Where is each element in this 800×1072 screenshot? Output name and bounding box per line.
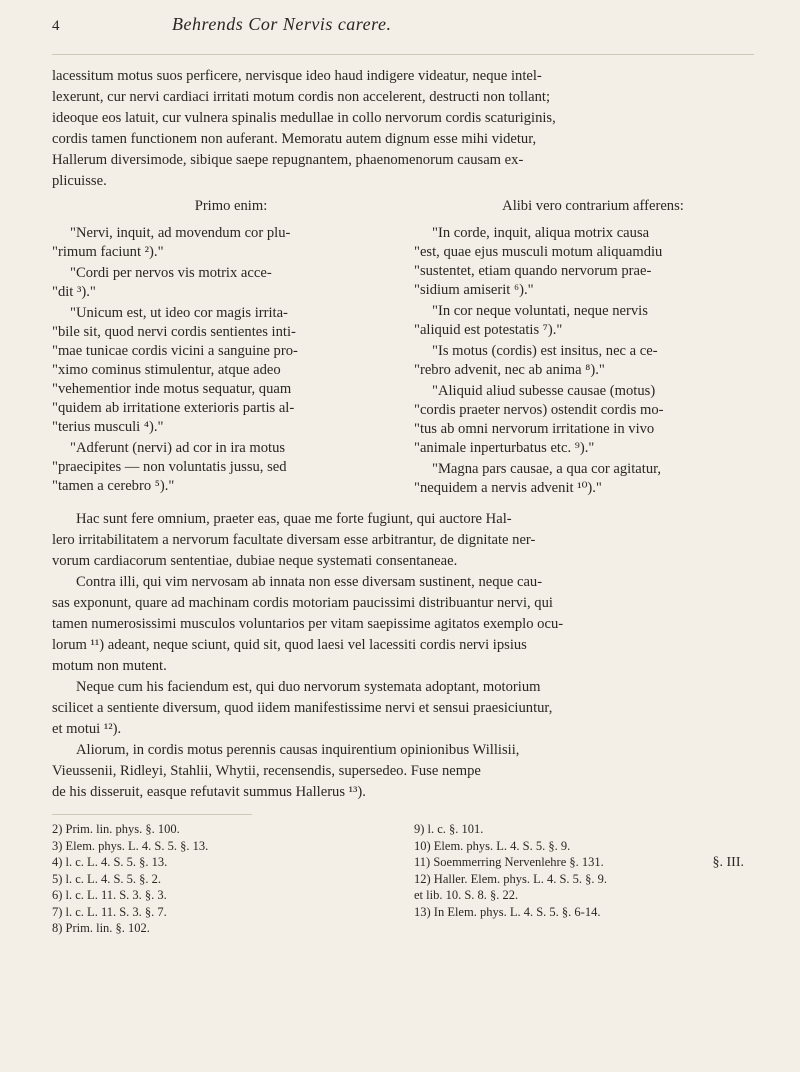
text-line: Vieussenii, Ridleyi, Stahlii, Whytii, recensendis, supersedeo. Fuse nempe	[52, 763, 481, 779]
footnote: 12) Haller. Elem. phys. L. 4. S. 5. §. 9.	[414, 871, 608, 886]
intro-paragraph	[52, 67, 754, 191]
footnote: 4) l. c. L. 4. S. 5. §. 13.	[52, 855, 168, 869]
text-line: Aliorum, in cordis motus perennis causas inquirentium opinionibus Willisii,	[76, 742, 520, 758]
page-header	[52, 14, 754, 55]
footnote: 8) Prim. lin. §. 102.	[52, 921, 150, 935]
text-line: motum non mutent.	[52, 658, 167, 674]
page-number: 4	[52, 18, 60, 34]
quote: "Is motus (cordis) est insitus, nec a ce- "rebro advenit, nec ab anima ⁸)."	[414, 343, 658, 378]
footnotes-left	[52, 821, 392, 937]
quote: "Adferunt (nervi) ad cor in ira motus "praecipites — non voluntatis jussu, sed "tamen a cerebro ⁵)."	[52, 440, 287, 494]
quote: "In cor neque voluntati, neque nervis "aliquid est potestatis ⁷)."	[414, 303, 648, 338]
footnotes	[52, 821, 754, 937]
text-line: Hallerum diversimode, sibique saepe repugnantem, phaenomenorum causam ex-	[52, 152, 524, 168]
footnote: et lib. 10. S. 8. §. 22.	[414, 888, 519, 902]
quote: "Unicum est, ut ideo cor magis irrita- "bile sit, quod nervi cordis sentientes inti- "mae tunicae cordis vicini a sanguine pro- "ximo cominus stimulentur, atque adeo "vehementior inde motus sequatur, quam "quidem ab irritatione exterioris partis al- "terius musculi ⁴)."	[52, 305, 298, 435]
text-line: vorum cardiacorum sententiae, dubiae neque systemati consentaneae.	[52, 553, 458, 569]
quote: "Aliquid aliud subesse causae (motus) "cordis praeter nervos) ostendit cordis mo- "tus ab omni nervorum irritatione in vivo "animale inperturbatus etc. ⁹)."	[414, 383, 664, 456]
footnote: 5) l. c. L. 4. S. 5. §. 2.	[52, 871, 162, 886]
right-column	[414, 197, 754, 500]
quote: "Nervi, inquit, ad movendum cor plu- "rimum faciunt ²)."	[52, 225, 291, 260]
text-line: lorum ¹¹) adeant, neque sciunt, quid sit, quod laesi vel lacessiti cordis nervi ipsius	[52, 637, 527, 653]
text-line: scilicet a sentiente diversum, quod iidem manifestissime nervi et sensui praesiciuntur,	[52, 700, 553, 716]
text-line: sas exponunt, quare ad machinam cordis motoriam paucissimi distribuantur nervi, qui	[52, 595, 553, 611]
two-column-quotes	[52, 197, 754, 500]
footnotes-right	[414, 821, 754, 937]
left-column	[52, 197, 392, 500]
footnote: 13) In Elem. phys. L. 4. S. 5. §. 6-14.	[414, 904, 601, 919]
footnote: 10) Elem. phys. L. 4. S. 5. §. 9.	[414, 838, 571, 853]
text-line: lacessitum motus suos perficere, nervisque ideo haud indigere videatur, neque intel-	[52, 68, 542, 84]
text-line: plicuisse.	[52, 173, 107, 189]
text-line: Contra illi, qui vim nervosam ab innata non esse diversam sustinent, neque cau-	[76, 574, 543, 590]
text-line: de his disseruit, easque refutavit summus Hallerus ¹³).	[52, 784, 366, 800]
text-line: et motui ¹²).	[52, 721, 122, 737]
footnote: 11) Soemmerring Nervenlehre §. 131.	[414, 855, 604, 869]
text-line: lero irritabilitatem a nervorum facultate diversam esse arbitrantur, de dignitate ner-	[52, 532, 536, 548]
text-line: Hac sunt fere omnium, praeter eas, quae me forte fugiunt, qui auctore Hal-	[76, 511, 512, 527]
body-text	[52, 510, 754, 802]
footnote: 6) l. c. L. 11. S. 3. §. 3.	[52, 888, 167, 902]
quote: "In corde, inquit, aliqua motrix causa "est, quae ejus musculi motum aliquamdiu "sustentet, etiam quando nervorum prae- "sidium amiserit ⁶)."	[414, 225, 663, 298]
right-column-lead: Alibi vero contrarium afferens:	[502, 198, 684, 214]
text-line: Neque cum his faciendum est, qui duo nervorum systemata adoptant, motorium	[76, 679, 541, 695]
text-line: lexerunt, cur nervi cardiaci irritati motum cordis non accelerent, destructi non tollant;	[52, 89, 551, 105]
section-mark: §. III.	[712, 855, 744, 870]
footnote: 9) l. c. §. 101.	[414, 822, 484, 836]
text-line: ideoque eos latuit, cur vulnera spinalis medullae in collo nervorum cordis scaturiginis,	[52, 110, 556, 126]
text-line: tamen numerosissimi musculos voluntarios per vitam saepissime agitatos exemplo ocu-	[52, 616, 564, 632]
running-title: Behrends Cor Nervis carere.	[172, 14, 392, 34]
text-line: cordis tamen functionem non auferant. Memoratu autem dignum esse mihi videtur,	[52, 131, 537, 147]
footnote-divider	[52, 814, 252, 815]
quote: "Magna pars causae, a qua cor agitatur, "nequidem a nervis advenit ¹⁰)."	[414, 461, 662, 496]
quote: "Cordi per nervos vis motrix acce- "dit ³)."	[52, 265, 272, 300]
footnote: 2) Prim. lin. phys. §. 100.	[52, 822, 180, 836]
footnote: 3) Elem. phys. L. 4. S. 5. §. 13.	[52, 838, 209, 853]
left-column-lead: Primo enim:	[194, 198, 268, 214]
footnote: 7) l. c. L. 11. S. 3. §. 7.	[52, 904, 167, 919]
